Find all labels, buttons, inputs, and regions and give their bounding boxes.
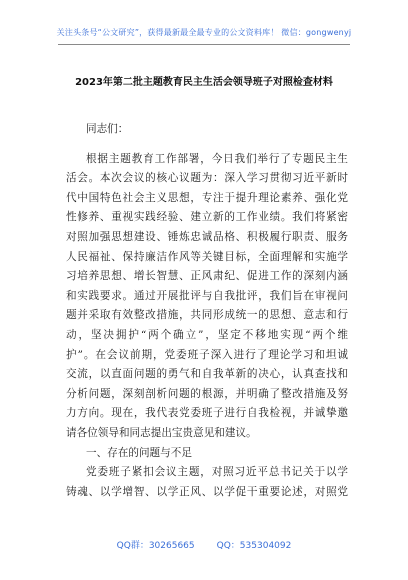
body-line: 题并采取有效整改措施，共同形成统一的思想、意志和行 bbox=[66, 309, 348, 322]
page-header-banner: 关注头条号“公文研究”，获得最新最全最专业的公文资料库！ 微信：gongwenyj bbox=[56, 28, 352, 37]
body-line: 力方向。现在，我代表党委班子进行自我检视，并诚挚邀 bbox=[66, 407, 348, 420]
body-line: 分析问题，深刻剖析问题的根源，并明确了整改措施及努 bbox=[66, 387, 348, 400]
body-line: 铸魂、以学增智、以学正风、以学促干重要论述，对照党 bbox=[66, 485, 348, 498]
body-line: 活会。本次会议的核心议题为：深入学习贯彻习近平新时 bbox=[66, 172, 348, 185]
salutation: 同志们： bbox=[86, 123, 129, 135]
footer-qq-contact: QQ：535304092 bbox=[216, 541, 292, 551]
header-divider bbox=[58, 44, 350, 45]
body-line: 性修养、重视实践经验、建立新的工作业绩。我们将紧密 bbox=[66, 211, 348, 224]
body-line: 习培养思想、增长智慧、正风肃纪、促进工作的深刻内涵 bbox=[66, 270, 348, 283]
body-line: 请各位领导和同志提出宝贵意见和建议。 bbox=[66, 426, 257, 439]
body-line: 党委班子紧扣会议主题，对照习近平总书记关于以学 bbox=[86, 466, 348, 479]
body-line: 对照加强思想建设、锤炼忠诚品格、积极履行职责、服务 bbox=[66, 230, 348, 243]
body-line: 交流，以直面问题的勇气和自我革新的决心，认真查找和 bbox=[66, 368, 348, 381]
body-line: 人民福祉、保持廉洁作风等关键目标，全面理解和实施学 bbox=[66, 250, 348, 263]
page-footer bbox=[0, 538, 408, 551]
body-line: 和实践要求。通过开展批评与自我批评，我们旨在审视问 bbox=[66, 289, 348, 302]
body-line: 一、存在的问题与不足 bbox=[86, 446, 192, 459]
footer-qq-group: QQ群：30265665 bbox=[116, 541, 195, 551]
body-line: 根据主题教育工作部署，今日我们举行了专题民主生 bbox=[86, 152, 348, 165]
body-line: 护”。在会议前期，党委班子深入进行了理论学习和坦诚 bbox=[66, 348, 348, 361]
body-line: 动，坚决拥护“两个确立”，坚定不移地实现“两个维 bbox=[66, 328, 348, 341]
document-title: 2023年第二批主题教育民主生活会领导班子对照检查材料 bbox=[75, 77, 333, 88]
body-line: 代中国特色社会主义思想，专注于提升理论素养、强化党 bbox=[66, 191, 348, 204]
document-body bbox=[66, 120, 348, 502]
body-paragraphs bbox=[66, 150, 348, 503]
